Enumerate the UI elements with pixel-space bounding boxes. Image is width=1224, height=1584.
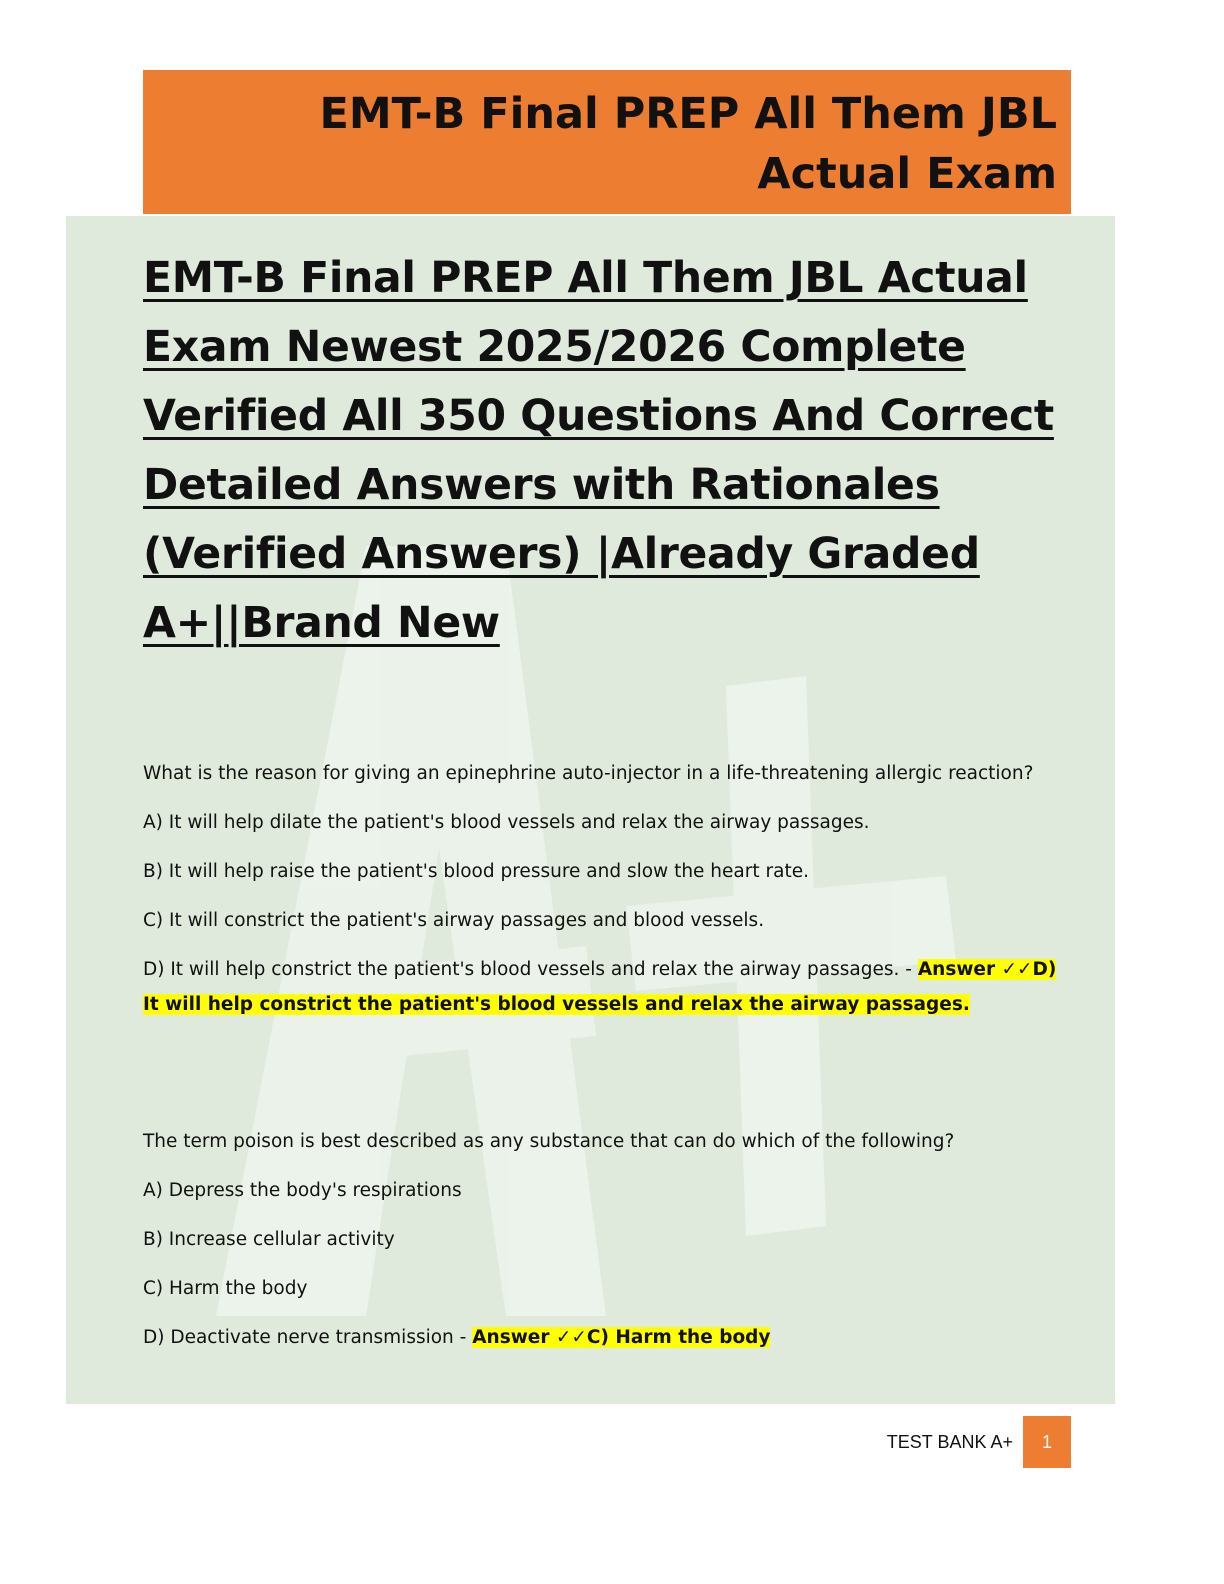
highlighted-answer: Answer ✓✓D) It will help constrict the patient's blood vessels and relax the airway passages. bbox=[143, 959, 1057, 1015]
question-stem: The term poison is best described as any substance that can do which of the following? bbox=[143, 1131, 955, 1152]
option-d: D) It will help constrict the patient's blood vessels and relax the airway passages. - bbox=[143, 959, 918, 980]
option-b: B) It will help raise the patient's blood pressure and slow the heart rate. bbox=[143, 861, 809, 882]
footer-label: TEST BANK A+ bbox=[886, 1431, 1013, 1452]
header-banner bbox=[143, 70, 1071, 214]
option-d-with-answer bbox=[143, 952, 1073, 1022]
page-footer bbox=[887, 1416, 1071, 1468]
highlighted-answer: Answer ✓✓C) Harm the body bbox=[472, 1327, 771, 1348]
option-c: C) It will constrict the patient's airway passages and blood vessels. bbox=[143, 910, 765, 931]
question-block-2 bbox=[143, 1124, 1073, 1369]
content-panel bbox=[66, 216, 1115, 1404]
page-number: 1 bbox=[1023, 1416, 1071, 1468]
header-title-line-1: EMT-B Final PREP All Them JBL bbox=[319, 89, 1057, 139]
option-d: D) Deactivate nerve transmission - bbox=[143, 1327, 473, 1348]
option-d-with-answer bbox=[143, 1320, 1073, 1355]
question-block-1 bbox=[143, 756, 1073, 1036]
question-stem: What is the reason for giving an epinephrine auto-injector in a life-threatening allergic reaction? bbox=[143, 763, 1034, 784]
document-title: EMT-B Final PREP All Them JBL Actual Exam Newest 2025/2026 Complete Verified All 350 Questions And Correct Detailed Answers with Rationales (Verified Answers) |Already Graded A+||Brand New bbox=[143, 254, 1054, 648]
option-b: B) Increase cellular activity bbox=[143, 1229, 395, 1250]
header-title-line-2: Actual Exam bbox=[757, 149, 1057, 199]
option-a: A) It will help dilate the patient's blood vessels and relax the airway passages. bbox=[143, 812, 870, 833]
option-c: C) Harm the body bbox=[143, 1278, 308, 1299]
option-a: A) Depress the body's respirations bbox=[143, 1180, 462, 1201]
